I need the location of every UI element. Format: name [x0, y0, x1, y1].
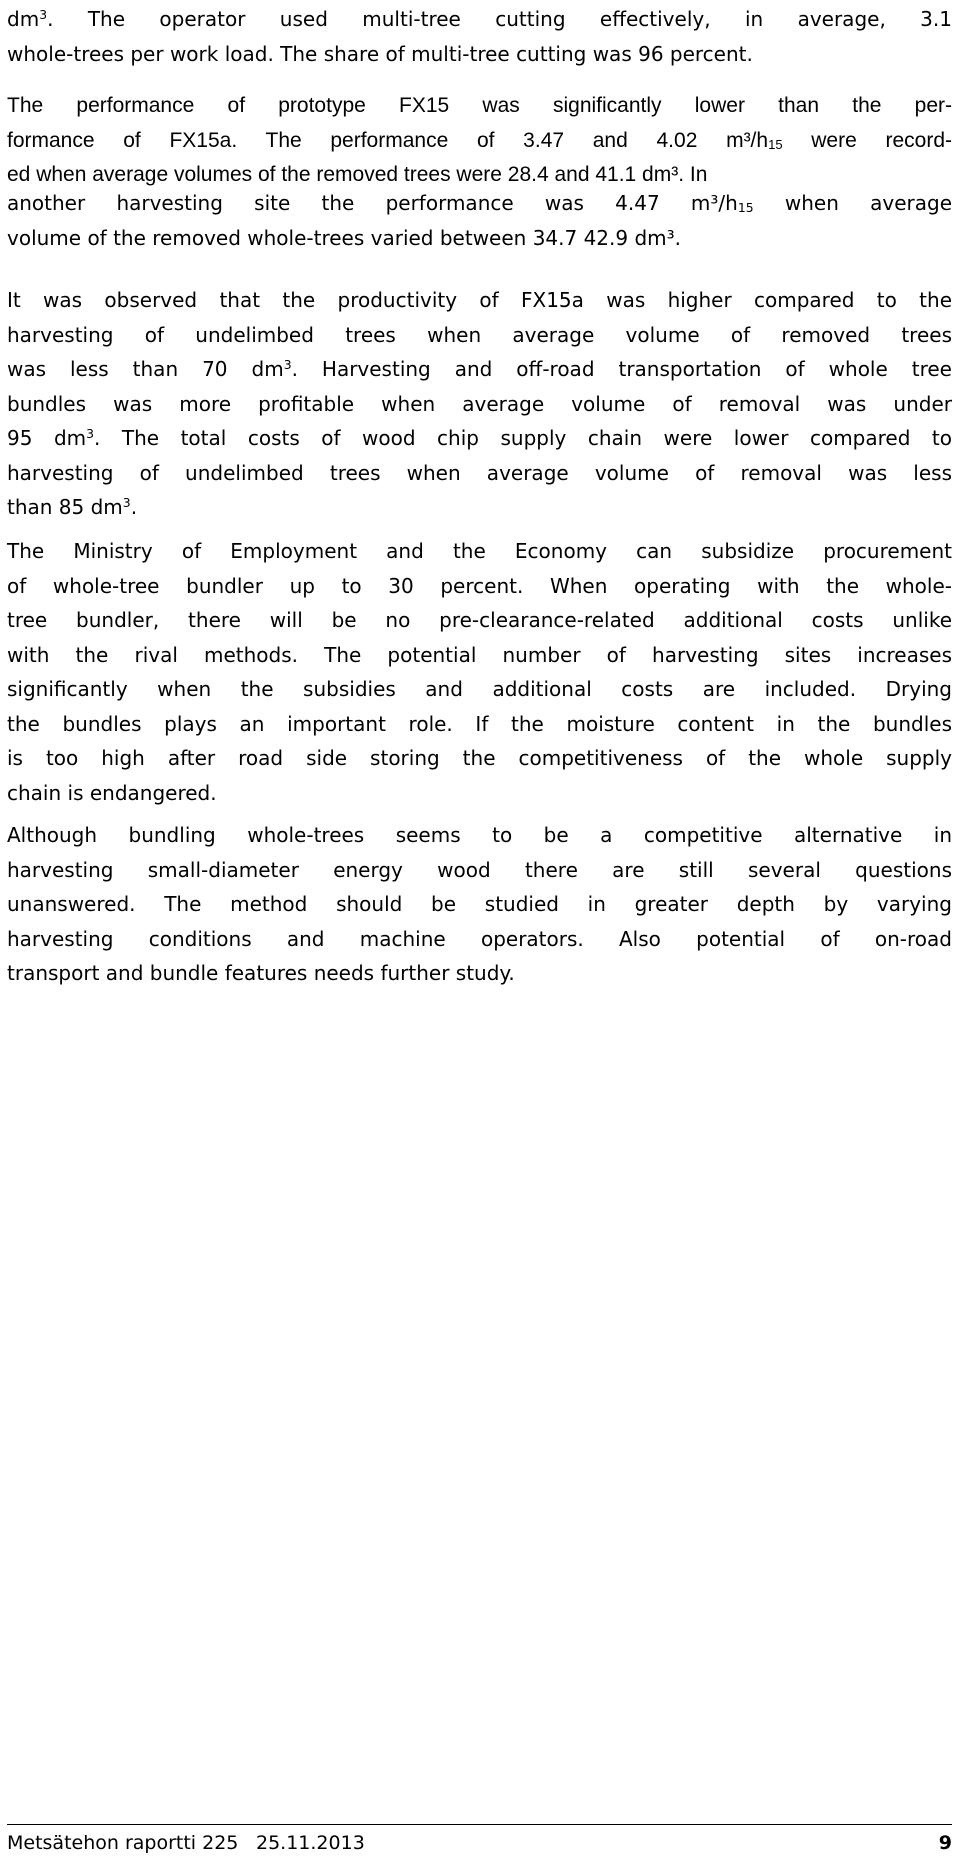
text-line: tree bundler, there will be no pre-clearance-related additional costs unlike	[7, 608, 952, 632]
subscript: 15	[737, 199, 754, 215]
text-line: the bundles plays an important role. If the moisture content in the bundles	[7, 711, 952, 736]
text-line: harvesting conditions and machine operators. Also potential of on-road	[7, 926, 952, 951]
superscript: 3	[39, 7, 48, 23]
subscript: 15	[768, 136, 783, 152]
paragraph-prototype-performance	[7, 89, 952, 193]
paragraph-conclusion	[7, 818, 952, 991]
text-line: unanswered. The method should be studied in greater depth by varying	[7, 892, 952, 916]
text-line: transport and bundle features needs further study.	[7, 961, 515, 985]
text-line: with the rival methods. The potential number of harvesting sites increases	[7, 642, 952, 667]
footer-rule	[7, 1824, 952, 1825]
paragraph-other-harvesting-site	[7, 186, 952, 255]
text-line: formance of FX15a. The performance of 3.47 and 4.02 $m^3/h_{15}$ were record-	[7, 128, 953, 152]
text-line: harvesting small-diameter energy wood there are still several questions	[7, 857, 952, 882]
text-line: chain is endangered.	[7, 780, 217, 805]
text-line: Although bundling whole-trees seems to be a competitive alternative in	[7, 823, 952, 847]
paragraph-ministry-subsidies	[7, 534, 952, 810]
page-number: 9	[938, 1832, 952, 1854]
text-line: The performance of prototype FX15 was significantly lower than the per-	[7, 94, 952, 117]
paragraph-multi-tree-cutting	[7, 2, 952, 71]
text-line: It was observed that the productivity of FX15a was higher compared to the	[7, 288, 952, 312]
text-line: another harvesting site the performance was 4.47 $m^3/h_{15}$ when average	[7, 191, 952, 215]
text-line: $dm^3$. The operator used multi-tree cutting effectively, in average, 3.1	[7, 7, 952, 31]
superscript: 3	[86, 426, 95, 442]
text-line: volume of the removed whole-trees varied between 34.7 42.9 dm³.	[7, 225, 682, 250]
text-line: bundles was more profitable when average volume of removal was under	[7, 391, 952, 416]
superscript: 3	[122, 495, 131, 511]
text-line: significantly when the subsidies and additional costs are included. Drying	[7, 677, 952, 701]
text-line: whole-trees per work load. The share of multi-tree cutting was 96 percent.	[7, 41, 753, 66]
text-line: 95 $dm^3$. The total costs of wood chip supply chain were lower compared to	[7, 426, 953, 450]
text-line: harvesting of undelimbed trees when average volume of removed trees	[7, 322, 952, 347]
page-footer	[7, 1830, 952, 1856]
text-line: than 85 $dm^3$.	[7, 495, 138, 519]
footer-publication: Metsätehon raportti 225	[7, 1832, 239, 1854]
text-line: was less than 70 $dm^3$. Harvesting and off-road transportation of whole tree	[7, 357, 952, 381]
text-line: ed when average volumes of the removed trees were 28.4 and 41.1 dm³. In	[7, 163, 708, 186]
superscript: 3	[283, 357, 292, 373]
text-line: of whole-tree bundler up to 30 percent. When operating with the whole-	[7, 573, 952, 598]
paragraph-productivity-comparison	[7, 283, 952, 525]
text-line: harvesting of undelimbed trees when average volume of removal was less	[7, 460, 952, 485]
text-line: is too high after road side storing the competitiveness of the whole supply	[7, 746, 952, 770]
footer-date: 25.11.2013	[256, 1832, 365, 1854]
text-line: The Ministry of Employment and the Economy can subsidize procurement	[7, 539, 952, 563]
